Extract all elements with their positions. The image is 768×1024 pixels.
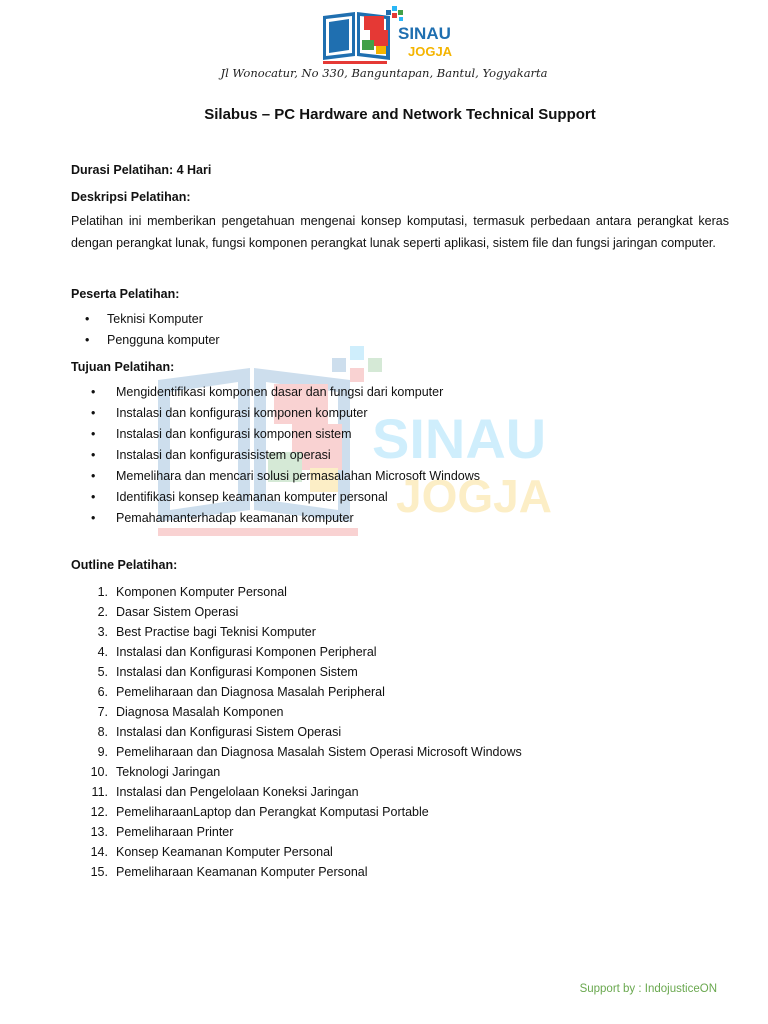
participants-label: Peserta Pelatihan: (71, 287, 180, 301)
page-title: Silabus – PC Hardware and Network Technical Support (204, 106, 596, 123)
list-item: • Teknisi Komputer (71, 309, 729, 330)
list-item: • Mengidentifikasi komponen dasar dan fungsi dari komputer (71, 382, 729, 403)
training-duration: Durasi Pelatihan: 4 Hari (71, 163, 212, 177)
list-item: 2. Dasar Sistem Operasi (97, 605, 239, 619)
outline-label: Outline Pelatihan: (71, 558, 178, 572)
address: Jl Wonocatur, No 330, Banguntapan, Bantul, Yogyakarta (220, 66, 548, 80)
footer-credit: Support by : IndojusticeON (579, 983, 717, 995)
list-item: 1. Komponen Komputer Personal (97, 585, 287, 599)
outline-list (71, 582, 729, 882)
list-item: 14. Konsep Keamanan Komputer Personal (90, 845, 333, 859)
description-text: Pelatihan ini memberikan pengetahuan mengenai konsep komputasi, termasuk perbedaan antara perangkat keras dengan perangkat lunak, fungsi komponen perangkat lunak seperti aplikasi, sistem file dan fungsi jaringan computer. (71, 214, 729, 250)
goals-label: Tujuan Pelatihan: (71, 360, 175, 374)
list-item: 11. Instalasi dan Pengelolaan Koneksi Jaringan (91, 785, 359, 799)
list-item: 15. Pemeliharaan Keamanan Komputer Personal (90, 865, 368, 879)
syllabus-body (71, 160, 729, 882)
watermark-text-sinau: SINAU (372, 407, 547, 470)
list-item: • Pengguna komputer (71, 330, 729, 351)
sinau-jogja-logo (320, 4, 470, 66)
list-item: • Pemahamanterhadap keamanan komputer (71, 508, 729, 529)
list-item: 10. Teknologi Jaringan (90, 765, 221, 779)
list-item: 3. Best Practise bagi Teknisi Komputer (97, 625, 316, 639)
logo-text-jogja: JOGJA (408, 44, 453, 59)
list-item: 13. Pemeliharaan Printer (90, 825, 234, 839)
list-item: • Instalasi dan konfigurasisistem operasi (71, 445, 729, 466)
list-item: 7. Diagnosa Masalah Komponen (97, 705, 284, 719)
logo-text-sinau: SINAU (398, 24, 451, 43)
watermark-text-jogja: JOGJA (396, 470, 552, 522)
list-item: 9. Pemeliharaan dan Diagnosa Masalah Sistem Operasi Microsoft Windows (97, 745, 522, 759)
list-item: 6. Pemeliharaan dan Diagnosa Masalah Peripheral (97, 685, 385, 699)
description-label: Deskripsi Pelatihan: (71, 190, 191, 204)
list-item: 4. Instalasi dan Konfigurasi Komponen Peripheral (97, 645, 377, 659)
list-item: • Memelihara dan mencari solusi permasalahan Microsoft Windows (71, 466, 729, 487)
list-item: • Identifikasi konsep keamanan komputer personal (71, 487, 729, 508)
list-item: 8. Instalasi dan Konfigurasi Sistem Operasi (97, 725, 342, 739)
list-item: 5. Instalasi dan Konfigurasi Komponen Sistem (97, 665, 358, 679)
list-item: 12. PemeliharaanLaptop dan Perangkat Komputasi Portable (90, 805, 429, 819)
list-item: • Instalasi dan konfigurasi komponen sistem (71, 424, 729, 445)
goals-list (71, 382, 729, 529)
participants-list (71, 309, 729, 351)
list-item: • Instalasi dan konfigurasi komponen komputer (71, 403, 729, 424)
